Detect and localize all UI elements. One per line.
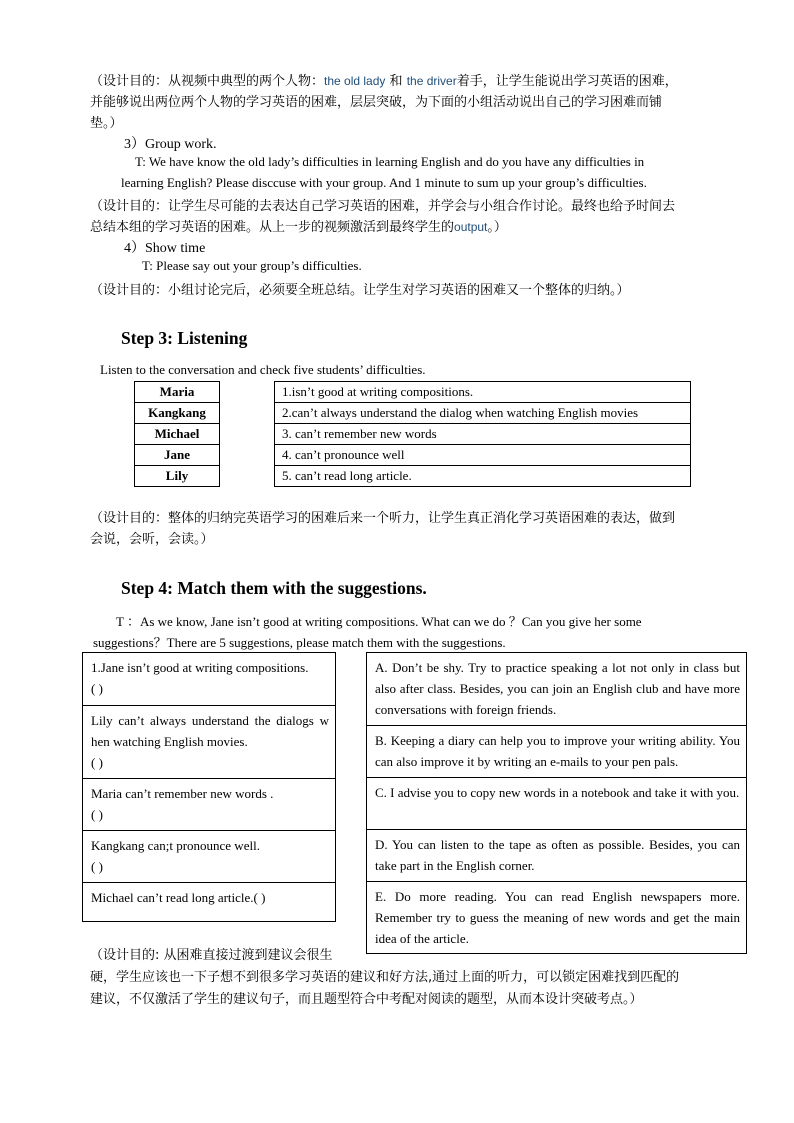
step4-note-line-2: 硬，学生应该也一下子想不到很多学习英语的建议和好方法,通过上面的听力，可以锁定困难找到匹配的	[90, 970, 680, 985]
difficulty-item: 4. can’t pronounce well	[275, 445, 691, 466]
show-time-label: 4）Show time	[124, 241, 206, 256]
problem-text: 1.Jane isn’t good at writing compositions.	[91, 660, 309, 675]
step3-note-line-2: 会说，会听，会读。）	[90, 532, 214, 547]
problem-cell	[83, 706, 336, 779]
student-name: Kangkang	[135, 403, 220, 424]
problem-text: Kangkang can;t pronounce well.	[91, 838, 260, 853]
difficulty-item: 2.can’t always understand the dialog when watching English movies	[275, 403, 691, 424]
design-note-1-line-2: 并能够说出两位两个人物的学习英语的困难，层层突破，为下面的小组活动说出自己的学习困难而铺	[90, 95, 663, 110]
difficulty-item: 5. can’t read long article.	[275, 466, 691, 487]
suggestion-c: C. I advise you to copy new words in a notebook and take it with you.	[367, 778, 747, 830]
problem-cell	[83, 779, 336, 831]
highlight-output: output	[454, 220, 488, 234]
suggestion-e: E. Do more reading. You can read English newspapers more. Remember try to guess the meaning of new words and get the main idea of the article.	[367, 882, 747, 954]
student-name: Michael	[135, 424, 220, 445]
difficulty-item: 1.isn’t good at writing compositions.	[275, 382, 691, 403]
step4-title: Step 4: Match them with the suggestions.	[121, 578, 427, 598]
problem-text: Lily can’t always understand the dialogs w hen watching English movies.	[91, 713, 329, 749]
suggestions-table	[366, 652, 747, 954]
suggestion-d: D. You can listen to the tape as often as possible. Besides, you can take part in the English corner.	[367, 830, 747, 882]
design-note-2-line-2: 总结本组的学习英语的困难。从上一步的视频激活到最终学生的output。）	[90, 220, 507, 235]
student-name: Maria	[135, 382, 220, 403]
step4-note-line-1: （设计目的: 从困难直接过渡到建议会很生	[90, 948, 333, 963]
step3-note-line-1: （设计目的：整体的归纳完英语学习的困难后来一个听力，让学生真正消化学习英语困难的表达，做到	[90, 511, 676, 526]
answer-blank[interactable]: ( )	[91, 859, 103, 874]
highlight-old-lady: the old lady	[324, 74, 386, 88]
difficulty-item: 3. can’t remember new words	[275, 424, 691, 445]
suggestion-b: B. Keeping a diary can help you to improve your writing ability. You can also improve it by writing an e-mails to your pen pals.	[367, 726, 747, 778]
problem-cell	[83, 831, 336, 883]
show-time-line: T: Please say out your group’s difficulties.	[142, 258, 362, 273]
step3-instruction: Listen to the conversation and check five students’ difficulties.	[100, 362, 426, 377]
group-work-line-2: learning English? Please disccuse with your group. And 1 minute to sum up your group’s difficulties.	[121, 175, 647, 190]
step3-title: Step 3: Listening	[121, 328, 248, 348]
answer-blank[interactable]: ( )	[91, 681, 103, 696]
problem-cell	[83, 653, 336, 706]
group-work-line-1: T: We have know the old lady’s difficulties in learning English and do you have any difficulties in	[135, 154, 645, 169]
problems-table	[82, 652, 336, 922]
design-note-2-line-1: （设计目的：让学生尽可能的去表达自己学习英语的困难，并学会与小组合作讨论。最终也给予时间去	[90, 199, 676, 214]
design-note-3: （设计目的：小组讨论完后，必须要全班总结。让学生对学习英语的困难又一个整体的归纳。）	[90, 283, 630, 298]
difficulties-table	[274, 381, 691, 487]
answer-blank[interactable]: ( )	[91, 755, 103, 770]
step4-note-line-3: 建议，不仅激活了学生的建议句子，而且题型符合中考配对阅读的题型，从而本设计突破考点。）	[90, 992, 643, 1007]
student-names-table	[134, 381, 220, 487]
step4-intro-line-1: T ：As we know, Jane isn’t good at writing compositions. What can we do ？Can you give her some	[116, 614, 642, 629]
answer-blank[interactable]: ( )	[91, 807, 103, 822]
design-note-1-line-1: （设计目的：从视频中典型的两个人物：the old lady 和 the driver着手，让学生能说出学习英语的困难，	[90, 74, 678, 89]
group-work-label: 3）Group work.	[124, 137, 217, 152]
problem-cell[interactable]	[83, 883, 336, 922]
suggestion-a: A. Don’t be shy. Try to practice speaking a lot not only in class but also after class. Besides, you can join an English club and have more conversations with foreign friends.	[367, 653, 747, 726]
student-name: Lily	[135, 466, 220, 487]
step4-intro-line-2: suggestions？There are 5 suggestions, please match them with the suggestions.	[93, 635, 506, 650]
problem-text: Michael can’t read long article.( )	[91, 890, 266, 905]
problem-text: Maria can’t remember new words .	[91, 786, 274, 801]
design-note-1-line-3: 垫。）	[90, 116, 123, 131]
student-name: Jane	[135, 445, 220, 466]
highlight-driver: the driver	[406, 74, 457, 88]
